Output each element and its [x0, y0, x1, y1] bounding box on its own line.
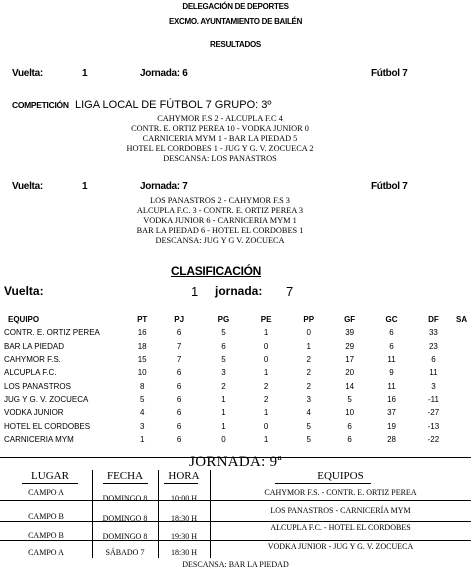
stat-cell	[452, 326, 471, 339]
table-row	[4, 379, 471, 392]
stat-cell: 0	[221, 434, 226, 444]
stat-cell: 5	[221, 328, 226, 338]
schedule-fecha: DOMINGO 8	[102, 494, 148, 503]
schedule-equipos: CAHYMOR F.S. - CONTR. E. ORTIZ PEREA	[264, 488, 417, 497]
column-header: SA	[456, 315, 468, 325]
stat-cell: 0	[263, 355, 269, 365]
stat-cell: 29	[345, 341, 355, 351]
stat-cell: -11	[427, 394, 439, 404]
table-row	[4, 353, 471, 366]
stat-cell: 15	[137, 355, 147, 365]
stat-cell: 1	[263, 434, 269, 444]
stat-cell: 6	[389, 341, 394, 351]
stat-cell: 1	[221, 421, 226, 431]
stat-cell: 2	[306, 368, 311, 378]
stat-cell	[452, 433, 471, 446]
schedule-row-divider	[0, 540, 471, 541]
schedule-header: HORA	[168, 470, 200, 482]
stat-cell: 6	[176, 368, 182, 378]
stat-cell: 2	[306, 355, 311, 365]
result-line: CONTR. E. ORTIZ PEREA 10 - VODKA JUNIOR 0	[131, 124, 309, 133]
result-line: BAR LA PIEDAD 6 - HOTEL EL CORDOBES 1	[136, 226, 304, 235]
schedule-fecha: DOMINGO 8	[102, 514, 148, 523]
stat-cell	[452, 419, 471, 432]
column-header: DF	[428, 315, 439, 325]
stat-cell	[452, 353, 471, 366]
column-header: PJ	[174, 315, 185, 325]
stat-cell: 6	[176, 328, 182, 338]
header-resultados: RESULTADOS	[210, 40, 261, 49]
stat-cell: 0	[306, 328, 311, 338]
standings-vuelta-value: 1	[191, 284, 199, 299]
result-line: VODKA JUNIOR 6 - CARNICERIA MYM 1	[143, 216, 297, 225]
header-underline	[22, 483, 78, 484]
table-row	[4, 419, 471, 432]
column-header: PG	[217, 315, 230, 325]
stat-cell: 6	[176, 408, 182, 418]
standings-vuelta-label: Vuelta:	[4, 284, 44, 298]
stat-cell: 10	[137, 368, 147, 378]
round6-results	[60, 114, 380, 164]
stat-cell: -13	[427, 421, 440, 431]
stat-cell: 11	[387, 355, 396, 365]
column-header: PE	[260, 315, 272, 325]
stat-cell: 2	[263, 381, 269, 391]
round7-jornada: Jornada: 7	[140, 181, 188, 192]
stat-cell: 6	[176, 381, 182, 391]
stat-cell: 3	[221, 368, 226, 378]
round7-vuelta-value: 1	[82, 181, 88, 192]
stat-cell: 3	[306, 394, 311, 404]
table-row	[4, 406, 471, 419]
schedule-hora: 18:30 H	[171, 514, 197, 523]
stat-cell: 2	[306, 381, 311, 391]
competition-label: COMPETICIÓN	[12, 100, 69, 110]
stat-cell: 8	[139, 381, 145, 391]
table-row	[4, 433, 471, 446]
stat-cell	[452, 406, 471, 419]
stat-cell	[452, 379, 471, 392]
stat-cell: 0	[263, 421, 269, 431]
stat-cell: 6	[176, 434, 182, 444]
team-name: CONTR. E. ORTIZ PEREA	[4, 328, 100, 338]
schedule-header: EQUIPOS	[317, 470, 364, 482]
stat-cell: 6	[221, 341, 226, 351]
schedule-header: FECHA	[106, 470, 144, 482]
schedule-lugar: CAMPO A	[28, 488, 64, 497]
stat-cell: 19	[387, 421, 396, 431]
schedule-lugar: CAMPO B	[28, 531, 64, 540]
stat-cell: 4	[306, 408, 311, 418]
stat-cell: 5	[221, 355, 226, 365]
column-header: EQUIPO	[8, 315, 40, 325]
stat-cell: 6	[389, 328, 394, 338]
stat-cell: 1	[263, 328, 269, 338]
stat-cell: 18	[137, 341, 147, 351]
round7-results	[60, 196, 380, 246]
team-name: CARNICERIA MYM	[4, 434, 74, 444]
schedule-equipos: ALCUPLA F.C. - HOTEL EL CORDOBES	[270, 523, 411, 532]
team-name: JUG Y G. V. ZOCUECA	[4, 394, 89, 404]
stat-cell: 1	[221, 408, 226, 418]
standings-table	[4, 313, 471, 446]
stat-cell: 33	[428, 328, 438, 338]
round6-vuelta-label: Vuelta:	[12, 68, 43, 79]
stat-cell: 3	[139, 421, 145, 431]
stat-cell: 1	[263, 408, 269, 418]
stat-cell: 14	[345, 381, 355, 391]
stat-cell: -22	[427, 434, 440, 444]
stat-cell: 7	[176, 341, 182, 351]
column-header: PP	[303, 315, 315, 325]
team-name: CAHYMOR F.S.	[4, 355, 61, 365]
stat-cell: 6	[347, 421, 352, 431]
stat-cell: 17	[345, 355, 355, 365]
stat-cell: 6	[431, 355, 436, 365]
column-header: GC	[385, 315, 398, 325]
stat-cell: 4	[139, 408, 145, 418]
round6-vuelta-value: 1	[82, 68, 88, 79]
schedule-fecha: SÁBADO 7	[105, 548, 145, 557]
standings-title: CLASIFICACIÓN	[170, 264, 262, 278]
schedule-hora: 18:30 H	[171, 548, 197, 557]
table-row	[4, 393, 471, 406]
schedule-rest: DESCANSA: BAR LA PIEDAD	[182, 560, 289, 569]
result-line: DESCANSA: JUG Y G V. ZOCUECA	[155, 236, 285, 245]
result-line: DESCANSA: LOS PANASTROS	[163, 154, 277, 163]
stat-cell: 39	[345, 328, 355, 338]
stat-cell: 16	[387, 394, 396, 404]
stat-cell: 5	[306, 434, 311, 444]
stat-cell: 37	[387, 408, 396, 418]
column-header: PT	[137, 315, 148, 325]
schedule-title: JORNADA: 9ª	[189, 454, 282, 470]
standings-header-row	[4, 313, 471, 326]
column-header: GF	[344, 315, 356, 325]
stat-cell: 28	[387, 434, 396, 444]
stat-cell: 0	[263, 341, 269, 351]
header-delegacion: DELEGACIÓN DE DEPORTES	[182, 2, 289, 11]
stat-cell: 5	[347, 394, 352, 404]
stat-cell: 6	[347, 434, 352, 444]
team-name: LOS PANASTROS	[4, 381, 71, 391]
schedule-hora: 19:30 H	[171, 532, 197, 541]
stat-cell: 5	[306, 421, 311, 431]
stat-cell: 7	[176, 355, 182, 365]
table-row	[4, 340, 471, 353]
result-line: CAHYMOR F.S 2 - ALCUPLA F.C 4	[157, 114, 283, 123]
team-name: VODKA JUNIOR	[4, 408, 64, 418]
schedule-equipos: LOS PANASTROS - CARNICERÍA MYM	[270, 506, 411, 515]
schedule-row-divider	[0, 500, 471, 501]
stat-cell: 10	[345, 408, 355, 418]
result-line: ALCUPLA F.C. 3 - CONTR. E. ORTIZ PEREA 3	[136, 206, 304, 215]
stat-cell: 1	[263, 368, 269, 378]
round7-sport: Fútbol 7	[371, 181, 408, 192]
stat-cell: -27	[427, 408, 440, 418]
result-line: LOS PANASTROS 2 - CAHYMOR F.S 3	[150, 196, 290, 205]
stat-cell: 1	[139, 434, 145, 444]
schedule-lugar: CAMPO B	[28, 512, 64, 521]
stat-cell: 1	[306, 341, 311, 351]
header-underline	[164, 483, 198, 484]
schedule-equipos: VODKA JUNIOR - JUG Y G. V. ZOCUECA	[267, 542, 414, 551]
schedule-fecha: DOMINGO 8	[102, 532, 148, 541]
stat-cell: 2	[263, 394, 269, 404]
result-line: HOTEL EL CORDOBES 1 - JUG Y G. V. ZOCUECA 2	[126, 144, 314, 153]
result-line: CARNICERIA MYM 1 - BAR LA PIEDAD 5	[142, 134, 298, 143]
stat-cell: 20	[345, 368, 355, 378]
stat-cell: 3	[431, 381, 436, 391]
stat-cell	[452, 393, 471, 406]
team-name: HOTEL EL CORDOBES	[4, 421, 91, 431]
competition-name: LIGA LOCAL DE FÚTBOL 7 GRUPO: 3º	[75, 99, 272, 111]
stat-cell: 16	[137, 328, 147, 338]
schedule-row-divider	[0, 521, 471, 522]
round6-sport: Fútbol 7	[371, 68, 408, 79]
header-underline	[103, 483, 148, 484]
schedule-lugar: CAMPO A	[28, 548, 64, 557]
stat-cell: 1	[221, 394, 226, 404]
stat-cell: 2	[221, 381, 226, 391]
standings-jornada-value: 7	[286, 284, 294, 299]
stat-cell: 6	[176, 421, 182, 431]
round6-jornada: Jornada: 6	[140, 68, 188, 79]
round7-vuelta-label: Vuelta:	[12, 181, 43, 192]
header-underline	[275, 483, 371, 484]
team-name: ALCUPLA F.C.	[4, 368, 57, 378]
schedule-hora: 10:00 H	[171, 494, 197, 503]
stat-cell: 9	[389, 368, 394, 378]
stat-cell: 6	[176, 394, 182, 404]
table-row	[4, 326, 471, 339]
stat-cell: 5	[139, 394, 145, 404]
stat-cell: 11	[387, 381, 396, 391]
table-row	[4, 366, 471, 379]
stat-cell: 11	[429, 368, 438, 378]
schedule-header: LUGAR	[31, 470, 69, 482]
team-name: BAR LA PIEDAD	[4, 341, 65, 351]
stat-cell: 23	[428, 341, 438, 351]
header-ayuntamiento: EXCMO. AYUNTAMIENTO DE BAILÉN	[168, 17, 303, 26]
stat-cell	[452, 340, 471, 353]
standings-jornada-label: jornada:	[215, 284, 263, 298]
stat-cell	[452, 366, 471, 379]
